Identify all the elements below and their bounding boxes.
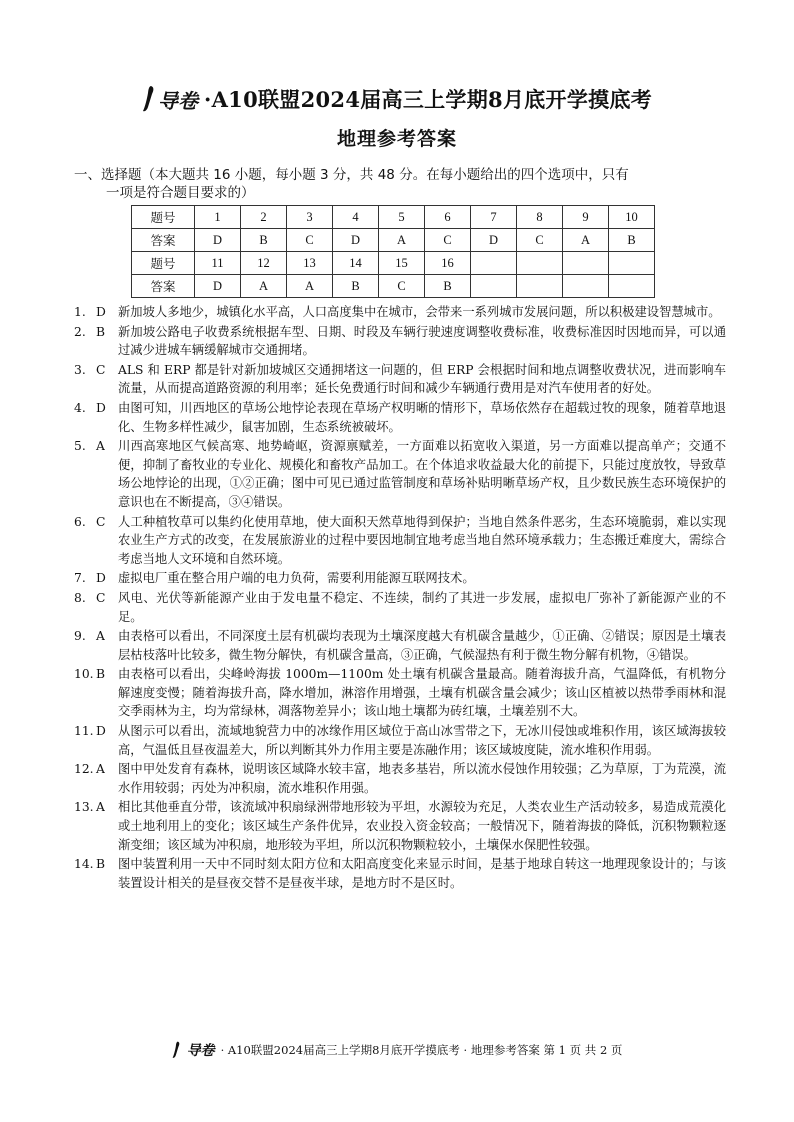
answer-cell: B: [609, 229, 655, 252]
explanation-choice: D: [96, 305, 106, 319]
explanation-item: [74, 513, 726, 569]
explanation-text: 人工种植牧草可以集约化使用草地，使大面积天然草地得到保护；当地自然条件恶劣，生态环境脆弱，难以实现农业生产方式的改变，在发展旅游业的过程中要因地制宜地考虑当地自然环境承载力；生态搬迁难度大，需综合考虑当地人文环境和自然环境。: [118, 514, 726, 566]
explanation-number: 2.: [74, 324, 86, 339]
explanation-item: [74, 665, 726, 721]
explanation-text: ALS 和 ERP 都是针对新加坡城区交通拥堵这一问题的，但 ERP 会根据时间和地点调整收费状况，进而影响车流量，从而提高道路资源的利用率；延长免费通行时间和减少车辆通行费用是对汽车使用者的好处。: [118, 362, 726, 396]
explanation-item: [74, 569, 726, 588]
question-number-cell: 5: [379, 206, 425, 229]
explanation-item: [74, 760, 726, 797]
explanation-text: 新加坡人多地少，城镇化水平高，人口高度集中在城市，会带来一系列城市发展问题，所以积极建设智慧城市。: [118, 305, 721, 319]
explanation-text: 相比其他垂直分带，该流域冲积扇绿洲带地形较为平坦，水源较为充足，人类农业生产活动较多，易造成荒漠化或土地利用上的变化；该区域生产条件优异，农业投入资金较高；一般情况下，随着海拔的降低，沉积物颗粒逐渐变细；该区域为冲积扇，地形较为平坦，所以沉积物颗粒较小，土壤保水保肥性较强。: [118, 800, 726, 852]
brand-logo: [142, 85, 198, 114]
explanation-number: 12.: [74, 762, 94, 777]
explanation-text: 风电、光伏等新能源产业由于发电量不稳定、不连续，制约了其进一步发展，虚拟电厂弥补了新能源产业的不足。: [118, 590, 726, 624]
question-number-cell: 16: [425, 252, 471, 275]
answer-cell: C: [517, 229, 563, 252]
answer-cell: C: [425, 229, 471, 252]
explanation-text: 川西高寒地区气候高寒、地势崎岖，资源禀赋差，一方面难以拓宽收入渠道，另一方面难以提高单产；交通不便，抑制了畜牧业的专业化、规模化和畜牧产品加工。在个体追求收益最大化的前提下，只能过度放牧，导致草场公地悖论的出现，①②正确；图中可见已通过监管制度和草场补贴明晰草场产权，且少数民族生态环境保护的意识也在不断提高，③④错误。: [118, 439, 726, 509]
logo-text: 导卷: [157, 88, 198, 113]
page-header: [0, 84, 794, 151]
explanation-choice: B: [96, 324, 106, 339]
section-heading-line: 一、选择题（本大题共 16 小题，每小题 3 分，共 48 分。在每小题给出的四个选项中，只有: [74, 167, 629, 183]
answer-cell: [471, 275, 517, 298]
explanation-number: 10.: [74, 667, 94, 682]
explanation-number: 8.: [74, 590, 86, 605]
answer-cell: B: [241, 229, 287, 252]
explanation-number: 13.: [74, 800, 94, 815]
explanation-choice: D: [96, 400, 106, 415]
answer-cell: [563, 275, 609, 298]
question-number-cell: 13: [287, 252, 333, 275]
answer-cell: D: [471, 229, 517, 252]
row-label-question: 题号: [132, 206, 195, 229]
explanation-number: 1.: [74, 305, 86, 319]
table-row-question: [132, 206, 655, 229]
answer-cell: B: [425, 275, 471, 298]
question-number-cell: 3: [287, 206, 333, 229]
question-number-cell: [609, 252, 655, 275]
section-heading-cont: 一项是符合题目要求的）: [106, 185, 255, 201]
page-footer: [0, 1040, 794, 1060]
answer-cell: B: [333, 275, 379, 298]
explanation-choice: C: [96, 590, 106, 605]
row-label-answer: 答案: [132, 229, 195, 252]
question-number-cell: [563, 252, 609, 275]
question-number-cell: 1: [195, 206, 241, 229]
explanation-choice: A: [96, 762, 105, 777]
explanation-item: [74, 722, 726, 759]
explanation-text: 由表格可以看出，尖峰岭海拔 1000m—1100m 处土壤有机碳含量最高。随着海拔升高，气温降低，有机物分解速度变慢；随着海拔升高，降水增加，淋溶作用增强，土壤有机碳含量会减少；该山区植被以热带季雨林和混交季雨林为主，均为常绿林，凋落物差异小；该山地土壤都为砖红壤，土壤差别不大。: [118, 667, 726, 719]
brush-stroke-icon: [142, 85, 156, 113]
explanation-number: 14.: [74, 857, 94, 872]
explanation-text: 新加坡公路电子收费系统根据车型、日期、时段及车辆行驶速度调整收费标准，收费标准因时因地而异，可以通过减少进城车辆缓解城市交通拥堵。: [118, 324, 726, 358]
explanation-item: [74, 627, 726, 664]
answer-cell: D: [195, 275, 241, 298]
answer-cell: D: [333, 229, 379, 252]
title-row: [0, 84, 794, 114]
brush-stroke-icon: [172, 1041, 181, 1059]
question-number-cell: 12: [241, 252, 287, 275]
question-number-cell: 15: [379, 252, 425, 275]
explanation-text: 虚拟电厂重在整合用户端的电力负荷，需要利用能源互联网技术。: [118, 571, 475, 586]
table-row-answer: [132, 229, 655, 252]
page-title: ·A10联盟2024届高三上学期8月底开学摸底考: [203, 87, 653, 112]
answer-cell: A: [241, 275, 287, 298]
section-heading: [74, 166, 724, 202]
question-number-cell: 9: [563, 206, 609, 229]
explanation-number: 9.: [74, 629, 86, 644]
explanation-number: 11.: [74, 724, 94, 739]
explanation-item: [74, 323, 726, 360]
explanation-item: [74, 399, 726, 436]
question-number-cell: 11: [195, 252, 241, 275]
explanation-item: [74, 798, 726, 854]
explanation-item: [74, 303, 726, 322]
explanation-number: 3.: [74, 362, 86, 377]
explanation-text: 由表格可以看出，不同深度土层有机碳均表现为土壤深度越大有机碳含量越少，①正确、②错误；原因是土壤表层枯枝落叶比较多，微生物分解快，有机碳含量高，③正确，气候湿热有利于微生物分解有机物，④错误。: [118, 629, 726, 662]
question-number-cell: 14: [333, 252, 379, 275]
explanation-choice: A: [96, 800, 105, 815]
answer-cell: A: [563, 229, 609, 252]
question-number-cell: 2: [241, 206, 287, 229]
explanation-choice: C: [96, 362, 106, 377]
explanation-text: 由图可知，川西地区的草场公地悖论表现在草场产权明晰的情形下，草场依然存在超载过牧的现象，随着草地退化、生物多样性减少，鼠害加剧，生态系统被破坏。: [118, 400, 726, 434]
explanation-choice: B: [96, 857, 106, 872]
table-row-answer: [132, 275, 655, 298]
explanation-choice: B: [96, 667, 106, 682]
answer-cell: [517, 275, 563, 298]
question-number-cell: 4: [333, 206, 379, 229]
row-label-question: 题号: [132, 252, 195, 275]
explanation-text: 从图示可以看出，流域地貌营力中的冰缘作用区域位于高山冰雪带之下，无冰川侵蚀或堆积作用，该区域海拔较高，气温低且昼夜温差大，所以判断其外力作用主要是冻融作用；该区域坡度陡，流水堆积作用弱。: [118, 724, 726, 757]
answer-cell: A: [379, 229, 425, 252]
row-label-answer: 答案: [132, 275, 195, 298]
explanation-number: 6.: [74, 514, 86, 529]
explanation-choice: D: [96, 724, 106, 739]
page-subtitle: 地理参考答案: [336, 128, 457, 150]
explanation-item: [74, 855, 726, 892]
question-number-cell: [471, 252, 517, 275]
footer-logo-text: 导卷: [186, 1043, 215, 1059]
explanation-choice: A: [96, 439, 105, 454]
explanation-number: 5.: [74, 439, 86, 454]
question-number-cell: 8: [517, 206, 563, 229]
question-number-cell: 7: [471, 206, 517, 229]
table-row-question: [132, 252, 655, 275]
explanations-list: [74, 303, 726, 893]
answer-cell: C: [287, 229, 333, 252]
explanation-item: [74, 589, 726, 626]
explanation-choice: D: [96, 571, 106, 586]
explanation-text: 图中甲处发育有森林，说明该区域降水较丰富，地表多基岩，所以流水侵蚀作用较强；乙为草原，丁为荒漠，流水作用较弱；丙处为冲积扇，流水堆积作用强。: [118, 762, 726, 795]
explanation-number: 4.: [74, 400, 86, 415]
question-number-cell: 6: [425, 206, 471, 229]
explanation-item: [74, 437, 726, 511]
answer-table: [131, 205, 655, 298]
explanation-item: [74, 361, 726, 398]
explanation-number: 7.: [74, 571, 86, 586]
answer-cell: D: [195, 229, 241, 252]
answer-cell: A: [287, 275, 333, 298]
explanation-choice: A: [96, 629, 105, 644]
explanation-text: 图中装置利用一天中不同时刻太阳方位和太阳高度变化来显示时间，是基于地球自转这一地理现象设计的；与该装置设计相关的是昼夜交替不是昼夜半球，是地方时不是区时。: [118, 857, 726, 890]
question-number-cell: 10: [609, 206, 655, 229]
answer-cell: C: [379, 275, 425, 298]
explanation-choice: C: [96, 514, 106, 529]
question-number-cell: [517, 252, 563, 275]
answer-cell: [609, 275, 655, 298]
footer-text: · A10联盟2024届高三上学期8月底开学摸底考 · 地理参考答案 第 1 页 共 2 页: [220, 1043, 623, 1057]
